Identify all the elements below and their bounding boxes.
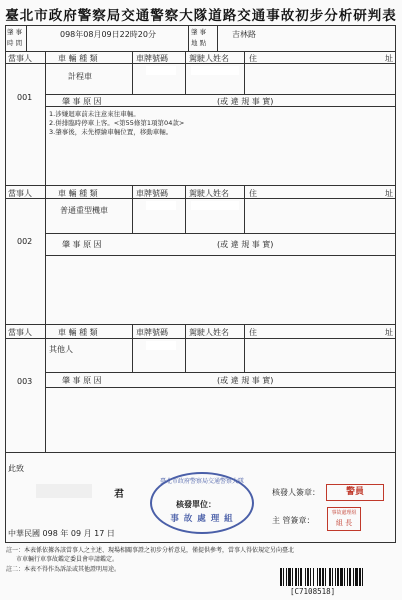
plate-header: 車牌號碼 bbox=[136, 328, 168, 337]
plate-header: 車牌號碼 bbox=[136, 54, 168, 63]
recipient-suffix: 君 bbox=[114, 489, 124, 500]
supervisor-stamp bbox=[327, 507, 361, 531]
party-vehicle: 其他人 bbox=[49, 345, 73, 354]
time-label: 肇 事 bbox=[7, 28, 23, 36]
note-2: 註二：本表不得作為訴訟或其他證明用途。 bbox=[6, 566, 121, 573]
vehicle-type-header: 車 輛 種 類 bbox=[58, 54, 98, 63]
issue-date: 中華民國 098 年 09 月 17 日 bbox=[8, 529, 115, 538]
redacted-plate bbox=[146, 66, 176, 75]
plate-header: 車牌號碼 bbox=[136, 189, 168, 198]
cause-header: 肇 事 原 因 bbox=[62, 240, 102, 249]
table-right-border bbox=[395, 25, 396, 543]
party-id: 002 bbox=[17, 237, 33, 246]
driver-header: 駕駛人姓名 bbox=[189, 328, 229, 337]
party-id: 001 bbox=[17, 93, 33, 102]
redacted-driver bbox=[191, 66, 239, 75]
issuer-stamp: 警員 bbox=[326, 484, 384, 501]
violation-header: (或 違 規 事 實) bbox=[217, 240, 274, 249]
table-top-border bbox=[5, 25, 396, 26]
party-vehicle: 計程車 bbox=[68, 72, 92, 81]
driver-header: 駕駛人姓名 bbox=[189, 54, 229, 63]
party-label: 當事人 bbox=[8, 189, 32, 198]
party-id: 003 bbox=[17, 377, 33, 386]
cause-line: 1.涉嫌迴車前未注意來往車輛。 bbox=[49, 110, 140, 118]
place-label-2: 地 點 bbox=[191, 39, 207, 47]
vehicle-type-header: 車 輛 種 類 bbox=[58, 328, 98, 337]
table-left-border bbox=[5, 25, 6, 543]
barcode bbox=[280, 568, 392, 588]
redacted-recipient bbox=[36, 484, 92, 498]
time-label-2: 時 間 bbox=[7, 39, 23, 47]
issuing-unit-label: 核發單位： bbox=[176, 500, 216, 509]
supervisor-label: 主 管簽章： bbox=[272, 516, 315, 525]
redacted-plate bbox=[146, 201, 176, 210]
seal-center-text: 事 故 處 理 組 bbox=[170, 514, 234, 524]
cause-header: 肇 事 原 因 bbox=[62, 97, 102, 106]
party-vehicle: 普通重型機車 bbox=[60, 206, 108, 215]
table-bottom-border bbox=[5, 542, 396, 543]
salutation: 此致 bbox=[8, 464, 24, 473]
address-header-end: 址 bbox=[385, 54, 393, 63]
note-1-cont: 市車輛行車事故鑑定委員會申請鑑定。 bbox=[16, 556, 119, 563]
supervisor-stamp-title: 組 長 bbox=[335, 519, 353, 527]
address-header: 住 bbox=[249, 189, 257, 198]
redacted-driver bbox=[191, 201, 239, 210]
note-1: 註一：本表係依據各該當事人之主述、現場相關事證之初步分析意見，僅提供參考，當事人得依規定另向臺北 bbox=[6, 547, 295, 554]
page-title: 臺北市政府警察局交通警察大隊道路交通事故初步分析研判表 bbox=[5, 8, 397, 24]
party-label: 當事人 bbox=[8, 54, 32, 63]
violation-header: (或 違 規 事 實) bbox=[217, 376, 274, 385]
address-header: 住 bbox=[249, 328, 257, 337]
violation-header: (或 違 規 事 實) bbox=[217, 97, 274, 106]
accident-time: 098年08月09日22時20分 bbox=[60, 30, 156, 39]
address-header-end: 址 bbox=[385, 189, 393, 198]
seal-ring-text: 臺北市政府警察局交通警察大隊 bbox=[159, 478, 244, 485]
cause-line: 2.併排臨時停車上客。<第55條第1項第04款> bbox=[49, 119, 185, 127]
redacted-plate bbox=[146, 341, 176, 350]
address-header-end: 址 bbox=[385, 328, 393, 337]
place-label: 肇 事 bbox=[191, 28, 207, 36]
driver-header: 駕駛人姓名 bbox=[189, 189, 229, 198]
cause-line: 3.肇事後，未先標繪車輛位置，移動車輛。 bbox=[49, 128, 173, 136]
party-label: 當事人 bbox=[8, 328, 32, 337]
address-header: 住 bbox=[249, 54, 257, 63]
serial-number: [C7108518] bbox=[290, 587, 336, 596]
supervisor-stamp-unit: 事故處理組 bbox=[331, 510, 357, 516]
issuer-label: 核發人簽章： bbox=[272, 488, 320, 497]
cause-header: 肇 事 原 因 bbox=[62, 376, 102, 385]
accident-place: 吉林路 bbox=[232, 30, 256, 39]
vehicle-type-header: 車 輛 種 類 bbox=[58, 189, 98, 198]
